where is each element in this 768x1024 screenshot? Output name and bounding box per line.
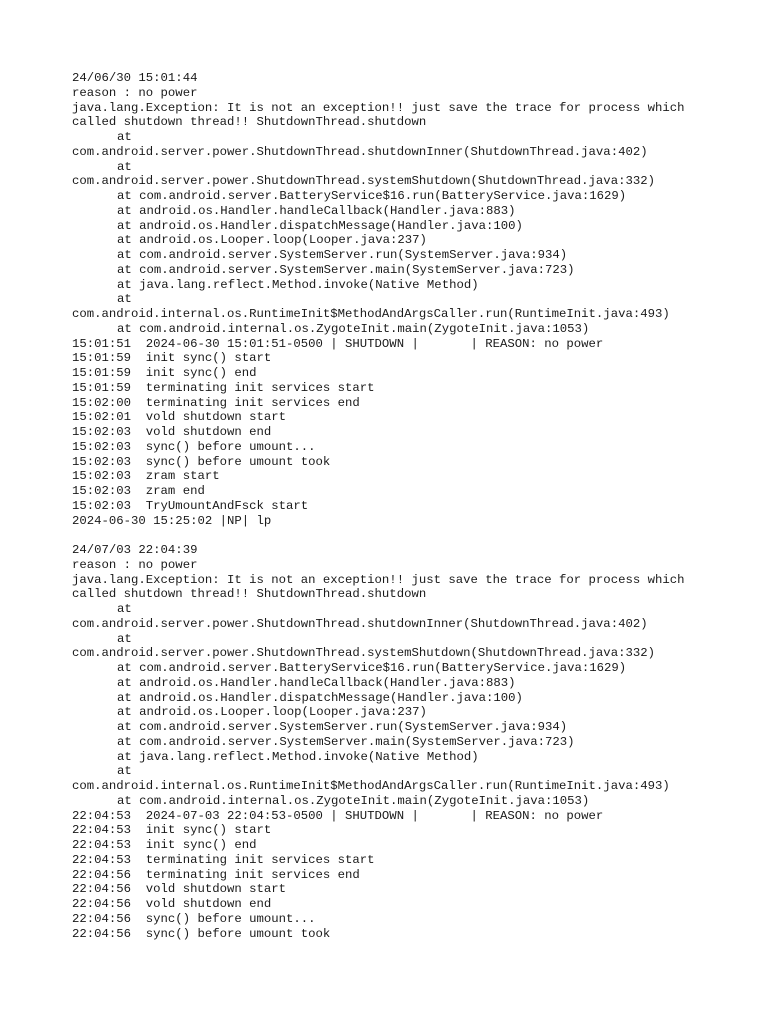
stack-trace-line: at android.os.Handler.handleCallback(Handler.java:883) xyxy=(117,203,516,218)
shutdown-event-line: 15:01:51 2024-06-30 15:01:51-0500 | SHUTDOWN | | REASON: no power xyxy=(72,336,604,351)
stack-trace-line: at java.lang.reflect.Method.invoke(Native Method) xyxy=(117,277,479,292)
stack-trace-line: com.android.internal.os.RuntimeInit$MethodAndArgsCaller.run(RuntimeInit.java:493) xyxy=(72,307,670,321)
stack-trace-line: at com.android.server.SystemServer.main(SystemServer.java:723) xyxy=(117,262,575,277)
log-reason: reason : no power xyxy=(72,85,198,100)
stack-trace-line: com.android.server.power.ShutdownThread.shutdownInner(ShutdownThread.java:402) xyxy=(72,144,648,159)
stack-trace-line: at xyxy=(117,292,132,307)
stack-trace-line: at android.os.Handler.dispatchMessage(Handler.java:100) xyxy=(117,218,523,233)
shutdown-log-entry xyxy=(72,71,762,528)
stack-trace-line: at xyxy=(117,159,132,174)
stack-trace-line: at xyxy=(117,631,132,646)
stack-trace-line: at android.os.Looper.loop(Looper.java:237) xyxy=(117,233,427,248)
shutdown-event-line: 15:02:03 sync() before umount... xyxy=(72,439,316,454)
stack-trace-line: at com.android.internal.os.ZygoteInit.main(ZygoteInit.java:1053) xyxy=(117,321,590,336)
stack-trace-line: at com.android.server.SystemServer.main(SystemServer.java:723) xyxy=(117,734,575,749)
shutdown-log-entry xyxy=(72,543,762,941)
shutdown-event-line: 15:02:03 TryUmountAndFsck start xyxy=(72,498,309,513)
stack-trace-line: at java.lang.reflect.Method.invoke(Native Method) xyxy=(117,749,479,764)
shutdown-event-line: 22:04:53 2024-07-03 22:04:53-0500 | SHUTDOWN | | REASON: no power xyxy=(72,808,604,823)
shutdown-event-line: 15:02:03 zram end xyxy=(72,484,205,498)
stack-trace-line: at android.os.Handler.handleCallback(Handler.java:883) xyxy=(117,675,516,690)
shutdown-event-line: 22:04:56 sync() before umount took xyxy=(72,926,331,941)
shutdown-event-line: 15:01:59 terminating init services start xyxy=(72,380,375,395)
stack-trace-line: at xyxy=(117,764,132,779)
shutdown-event-line: 22:04:56 vold shutdown end xyxy=(72,897,272,911)
shutdown-event-line: 22:04:53 init sync() start xyxy=(72,823,272,838)
shutdown-event-line: 15:01:59 init sync() end xyxy=(72,366,257,380)
shutdown-event-line: 15:01:59 init sync() start xyxy=(72,351,272,366)
stack-trace-line: at com.android.server.SystemServer.run(SystemServer.java:934) xyxy=(117,248,568,262)
stack-trace-line: com.android.server.power.ShutdownThread.systemShutdown(ShutdownThread.java:332) xyxy=(72,646,655,661)
shutdown-event-line: 22:04:56 terminating init services end xyxy=(72,867,360,882)
log-timestamp: 24/07/03 22:04:39 xyxy=(72,543,198,557)
stack-trace-line: at com.android.server.BatteryService$16.run(BatteryService.java:1629) xyxy=(117,661,627,675)
stack-trace-line: com.android.server.power.ShutdownThread.systemShutdown(ShutdownThread.java:332) xyxy=(72,174,655,189)
log-timestamp: 24/06/30 15:01:44 xyxy=(72,71,198,85)
shutdown-event-line: 22:04:53 terminating init services start xyxy=(72,852,375,867)
log-reason: reason : no power xyxy=(72,557,198,572)
shutdown-event-line: 22:04:56 sync() before umount... xyxy=(72,911,316,926)
log-document xyxy=(72,71,762,941)
shutdown-event-line: 15:02:03 zram start xyxy=(72,469,220,484)
shutdown-event-line: 15:02:00 terminating init services end xyxy=(72,395,360,410)
stack-trace-line: com.android.server.power.ShutdownThread.shutdownInner(ShutdownThread.java:402) xyxy=(72,616,648,631)
exception-message: called shutdown thread!! ShutdownThread.shutdown xyxy=(72,115,427,130)
stack-trace-line: at com.android.internal.os.ZygoteInit.main(ZygoteInit.java:1053) xyxy=(117,793,590,808)
shutdown-event-line: 2024-06-30 15:25:02 |NP| lp xyxy=(72,513,272,528)
stack-trace-line: com.android.internal.os.RuntimeInit$MethodAndArgsCaller.run(RuntimeInit.java:493) xyxy=(72,779,670,793)
shutdown-event-line: 15:02:03 vold shutdown end xyxy=(72,425,272,439)
shutdown-event-line: 15:02:01 vold shutdown start xyxy=(72,410,287,425)
stack-trace-line: at android.os.Looper.loop(Looper.java:237) xyxy=(117,705,427,720)
shutdown-event-line: 22:04:53 init sync() end xyxy=(72,838,257,852)
shutdown-event-line: 22:04:56 vold shutdown start xyxy=(72,882,287,897)
exception-message: java.lang.Exception: It is not an exception!! just save the trace for process which xyxy=(72,100,685,115)
stack-trace-line: at com.android.server.BatteryService$16.run(BatteryService.java:1629) xyxy=(117,189,627,203)
stack-trace-line: at xyxy=(117,130,132,144)
stack-trace-line: at android.os.Handler.dispatchMessage(Handler.java:100) xyxy=(117,690,523,705)
stack-trace-line: at com.android.server.SystemServer.run(SystemServer.java:934) xyxy=(117,720,568,734)
shutdown-event-line: 15:02:03 sync() before umount took xyxy=(72,454,331,469)
exception-message: java.lang.Exception: It is not an exception!! just save the trace for process which xyxy=(72,572,685,587)
stack-trace-line: at xyxy=(117,602,132,616)
exception-message: called shutdown thread!! ShutdownThread.shutdown xyxy=(72,587,427,602)
